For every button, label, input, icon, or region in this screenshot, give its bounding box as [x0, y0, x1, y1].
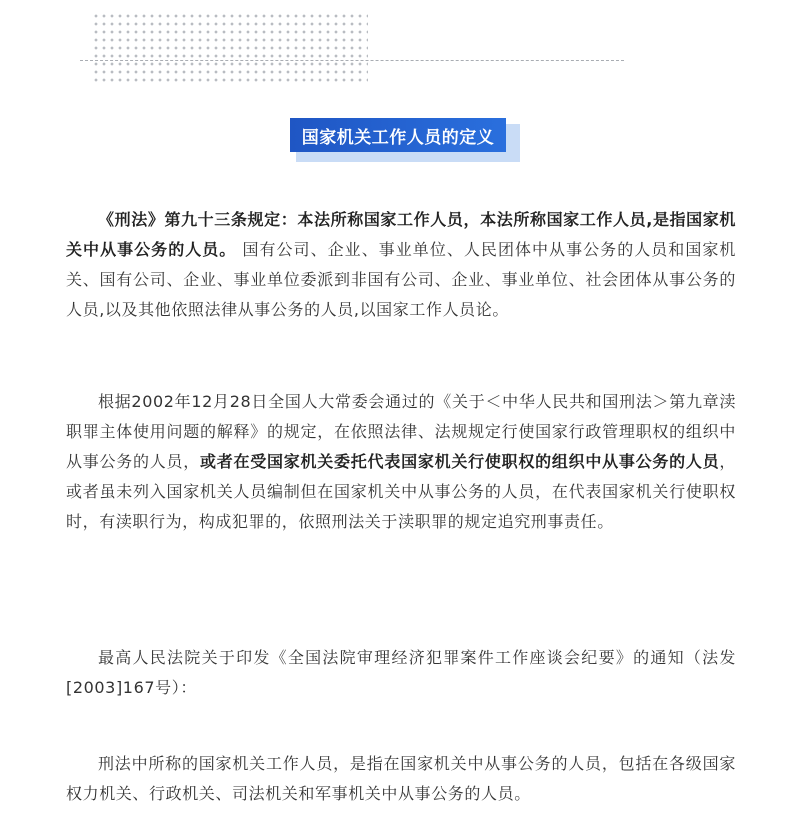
- bold-entrusted-organization: 或者在受国家机关委托代表国家机关行使职权的组织中从事公务的人员: [200, 452, 720, 471]
- paragraph-npc-interpretation: [66, 387, 736, 537]
- paragraph-text: 根据2002年12月28日全国人大常委会通过的《关于＜中华人民共和国刑法＞第九章渎职罪主体使用问题的解释》的规定，在依照法律、法规规定行使国家行政管理职权的组织中从事公务的人员，: [66, 392, 736, 471]
- paragraph-definition-state-organ-staff: [66, 749, 736, 809]
- paragraph-text: 国有公司、企业、事业单位、人民团体中从事公务的人员和国家机关、国有公司、企业、事业单位委派到非国有公司、企业、事业单位、社会团体从事公务的人员,以及其他依照法律从事公务的人员,以国家工作人员论。: [66, 240, 736, 319]
- paragraph-criminal-law-article-93: [66, 205, 736, 325]
- decorative-dot-grid: [92, 12, 368, 82]
- section-title: 国家机关工作人员的定义: [290, 118, 506, 152]
- paragraph-text: 最高人民法院关于印发《全国法院审理经济犯罪案件工作座谈会纪要》的通知（法发[2003]167号）：: [66, 648, 736, 697]
- paragraph-supreme-court-notice: [66, 643, 736, 703]
- paragraph-text: 刑法中所称的国家机关工作人员，是指在国家机关中从事公务的人员，包括在各级国家权力机关、行政机关、司法机关和军事机关中从事公务的人员。: [66, 754, 736, 803]
- section-title-banner: [290, 118, 514, 158]
- paragraph-text: ，或者虽未列入国家机关人员编制但在国家机关中从事公务的人员，在代表国家机关行使职权时，有渎职行为，构成犯罪的，依照刑法关于渎职罪的规定追究刑事责任。: [66, 452, 736, 531]
- bold-definition: 《刑法》第九十三条规定：本法所称国家工作人员，本法所称国家工作人员,是指国家机关中从事公务的人员。: [66, 210, 736, 259]
- dashed-divider: [80, 60, 624, 61]
